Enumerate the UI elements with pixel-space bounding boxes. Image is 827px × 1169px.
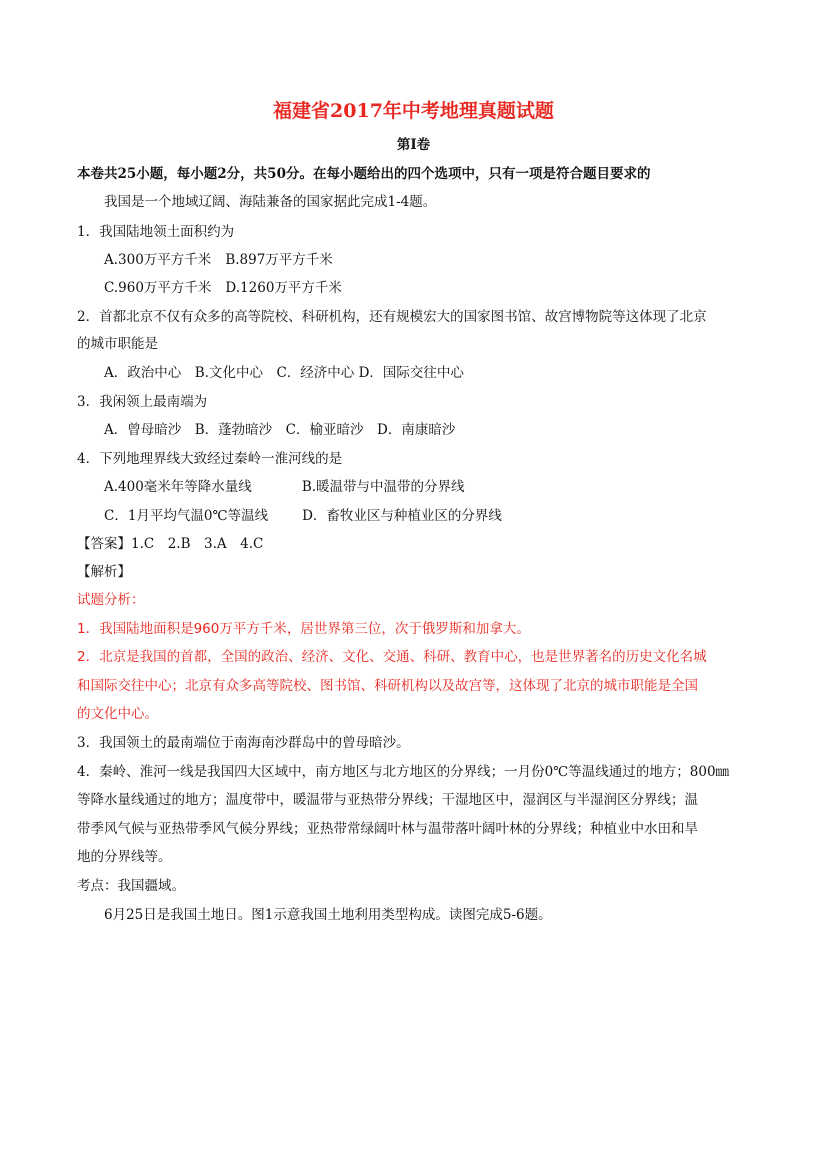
explanation-4-line3: 带季风气候与亚热带季风气候分界线；亚热带常绿阔叶林与温带落叶阔叶林的分界线；种植业中水田和旱 <box>77 821 698 837</box>
question-1-stem: 1．我国陆地领土面积约为 <box>77 224 235 240</box>
q4-option-c: C．1月平均气温0℃等温线 <box>104 508 269 524</box>
kaodian-line: 考点：我国疆域。 <box>77 878 185 894</box>
explanation-3: 3．我国领土的最南端位于南海南沙群岛中的曾母暗沙。 <box>77 735 410 751</box>
explanation-2-line1: 2．北京是我国的首都，全国的政治、经济、文化、交通、科研、教育中心，也是世界著名的历史文化名城 <box>77 649 707 665</box>
analysis-label: 【解析】 <box>77 564 131 580</box>
explanation-4-line2: 等降水量线通过的地方；温度带中，暖温带与亚热带分界线；干湿地区中，湿润区与半湿润区分界线；温 <box>77 792 698 808</box>
explanation-2-line2: 和国际交往中心；北京有众多高等院校、图书馆、科研机构以及故宫等，这体现了北京的城市职能是全国 <box>77 678 698 694</box>
q1-option-c: C.960万平方千米 <box>104 280 212 296</box>
explanation-4-line1: 4．秦岭、淮河一线是我国四大区域中，南方地区与北方地区的分界线；一月份0℃等温线通过的地方；800㎜ <box>77 764 730 780</box>
explanation-1: 1．我国陆地面积是960万平方千米，居世界第三位，次于俄罗斯和加拿大。 <box>77 621 530 637</box>
question-2-stem-line2: 的城市职能是 <box>77 336 158 352</box>
q1-option-b: B.897万平方千米 <box>225 252 333 268</box>
question-3-options: A．曾母暗沙 B．蓬勃暗沙 C．榆亚暗沙 D．南康暗沙 <box>104 422 456 438</box>
question-1-options-row1 <box>104 250 333 270</box>
q4-option-b: B.暖温带与中温带的分界线 <box>301 479 465 495</box>
question-3-stem: 3．我闲领上最南端为 <box>77 394 208 410</box>
intro-text: 我国是一个地域辽阔、海陆兼备的国家据此完成1-4题。 <box>104 194 437 210</box>
q4-option-a: A.400毫米年等降水量线 <box>104 479 252 495</box>
question-4-stem: 4．下列地理界线大致经过秦岭一淮河线的是 <box>77 451 343 467</box>
question-4-options-row1 <box>104 477 465 497</box>
next-section-intro: 6月25日是我国土地日。图1示意我国土地利用类型构成。读图完成5-6题。 <box>104 907 552 923</box>
q4-option-d: D．畜牧业区与种植业区的分界线 <box>302 508 502 524</box>
answer-line: 【答案】1.C 2.B 3.A 4.C <box>77 536 264 552</box>
question-2-options: A．政治中心 B.文化中心 C．经济中心 D．国际交往中心 <box>104 365 464 381</box>
document-title: 福建省2017年中考地理真题试题 <box>273 100 554 122</box>
question-1-options-row2 <box>104 278 342 298</box>
question-4-options-row2 <box>104 506 502 526</box>
q1-option-d: D.1260万平方千米 <box>225 280 342 296</box>
question-2-stem-line1: 2．首都北京不仅有众多的高等院校、科研机构，还有规模宏大的国家图书馆、故宫博物院等这体现了北京 <box>77 309 707 325</box>
q1-option-a: A.300万平方千米 <box>104 252 212 268</box>
explanation-4-line4: 地的分界线等。 <box>77 849 172 865</box>
instructions: 本卷共25小题，每小题2分，共50分。在每小题给出的四个选项中，只有一项是符合题目要求的 <box>77 166 651 182</box>
explanation-2-line3: 的文化中心。 <box>77 706 158 722</box>
volume-heading: 第Ⅰ卷 <box>396 137 431 153</box>
analysis-intro: 试题分析： <box>77 592 145 608</box>
